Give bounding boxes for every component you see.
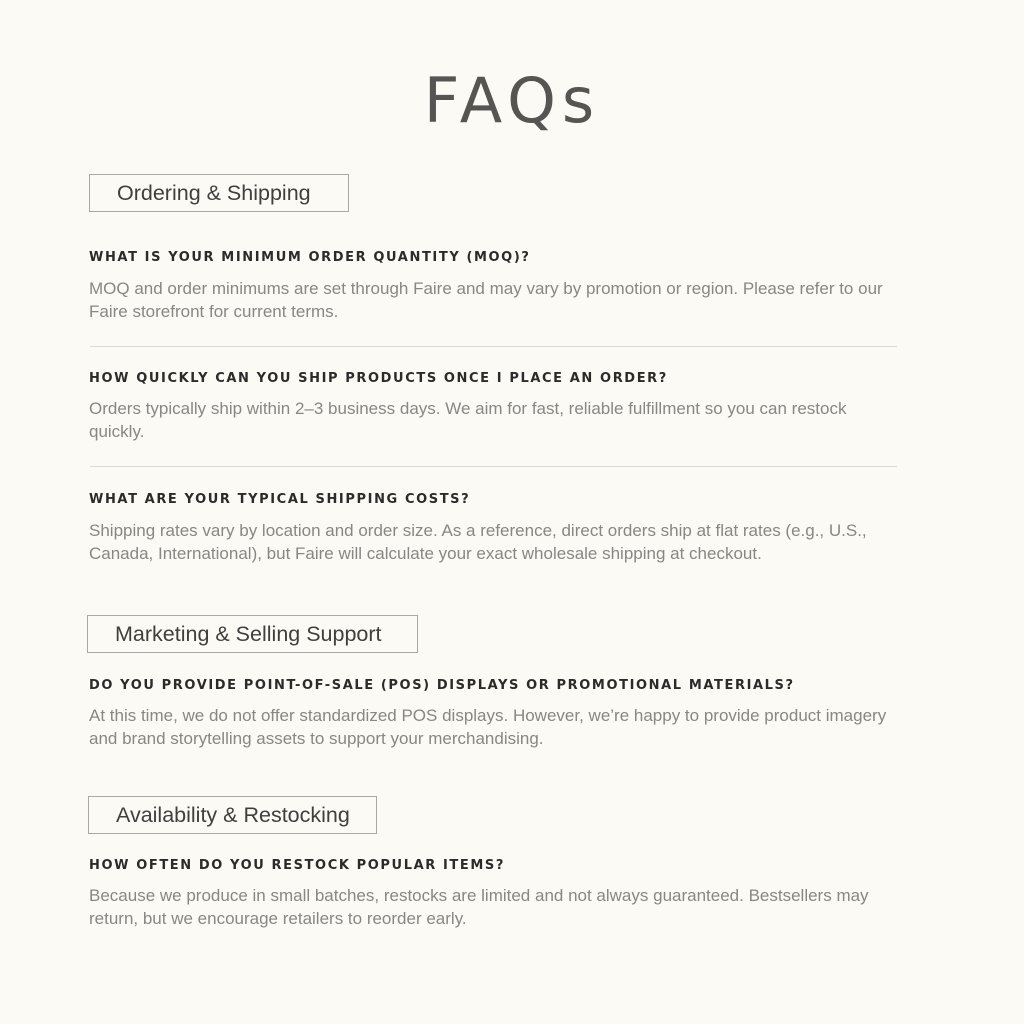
faq-question: WHAT ARE YOUR TYPICAL SHIPPING COSTS? [89, 492, 471, 507]
faq-answer: Shipping rates vary by location and order size. As a reference, direct orders ship at flat rates (e.g., U.S., Canada, International), but Faire will calculate your exact wholesale shipping at checkout. [89, 521, 867, 563]
divider [90, 346, 897, 347]
section-heading-ordering-shipping: Ordering & Shipping [89, 174, 349, 212]
faq-answer: Orders typically ship within 2–3 business days. We aim for fast, reliable fulfillment so you can restock quickly. [89, 399, 847, 441]
section-heading-availability-restocking: Availability & Restocking [88, 796, 377, 834]
divider [90, 466, 897, 467]
faq-answer: MOQ and order minimums are set through Faire and may vary by promotion or region. Please refer to our Faire storefront for current terms. [89, 279, 883, 321]
section-heading-marketing-selling-support: Marketing & Selling Support [87, 615, 418, 653]
faq-question: HOW QUICKLY CAN YOU SHIP PRODUCTS ONCE I PLACE AN ORDER? [89, 371, 668, 386]
page-title: FAQs [423, 64, 601, 137]
faq-question: WHAT IS YOUR MINIMUM ORDER QUANTITY (MOQ)? [89, 250, 531, 265]
faq-question: HOW OFTEN DO YOU RESTOCK POPULAR ITEMS? [89, 858, 506, 873]
faq-question: DO YOU PROVIDE POINT-OF-SALE (POS) DISPLAYS OR PROMOTIONAL MATERIALS? [89, 678, 795, 693]
faq-answer: Because we produce in small batches, restocks are limited and not always guaranteed. Bestsellers may return, but we encourage retailers to reorder early. [89, 886, 869, 928]
faq-answer: At this time, we do not offer standardized POS displays. However, we’re happy to provide product imagery and brand storytelling assets to support your merchandising. [89, 706, 887, 748]
